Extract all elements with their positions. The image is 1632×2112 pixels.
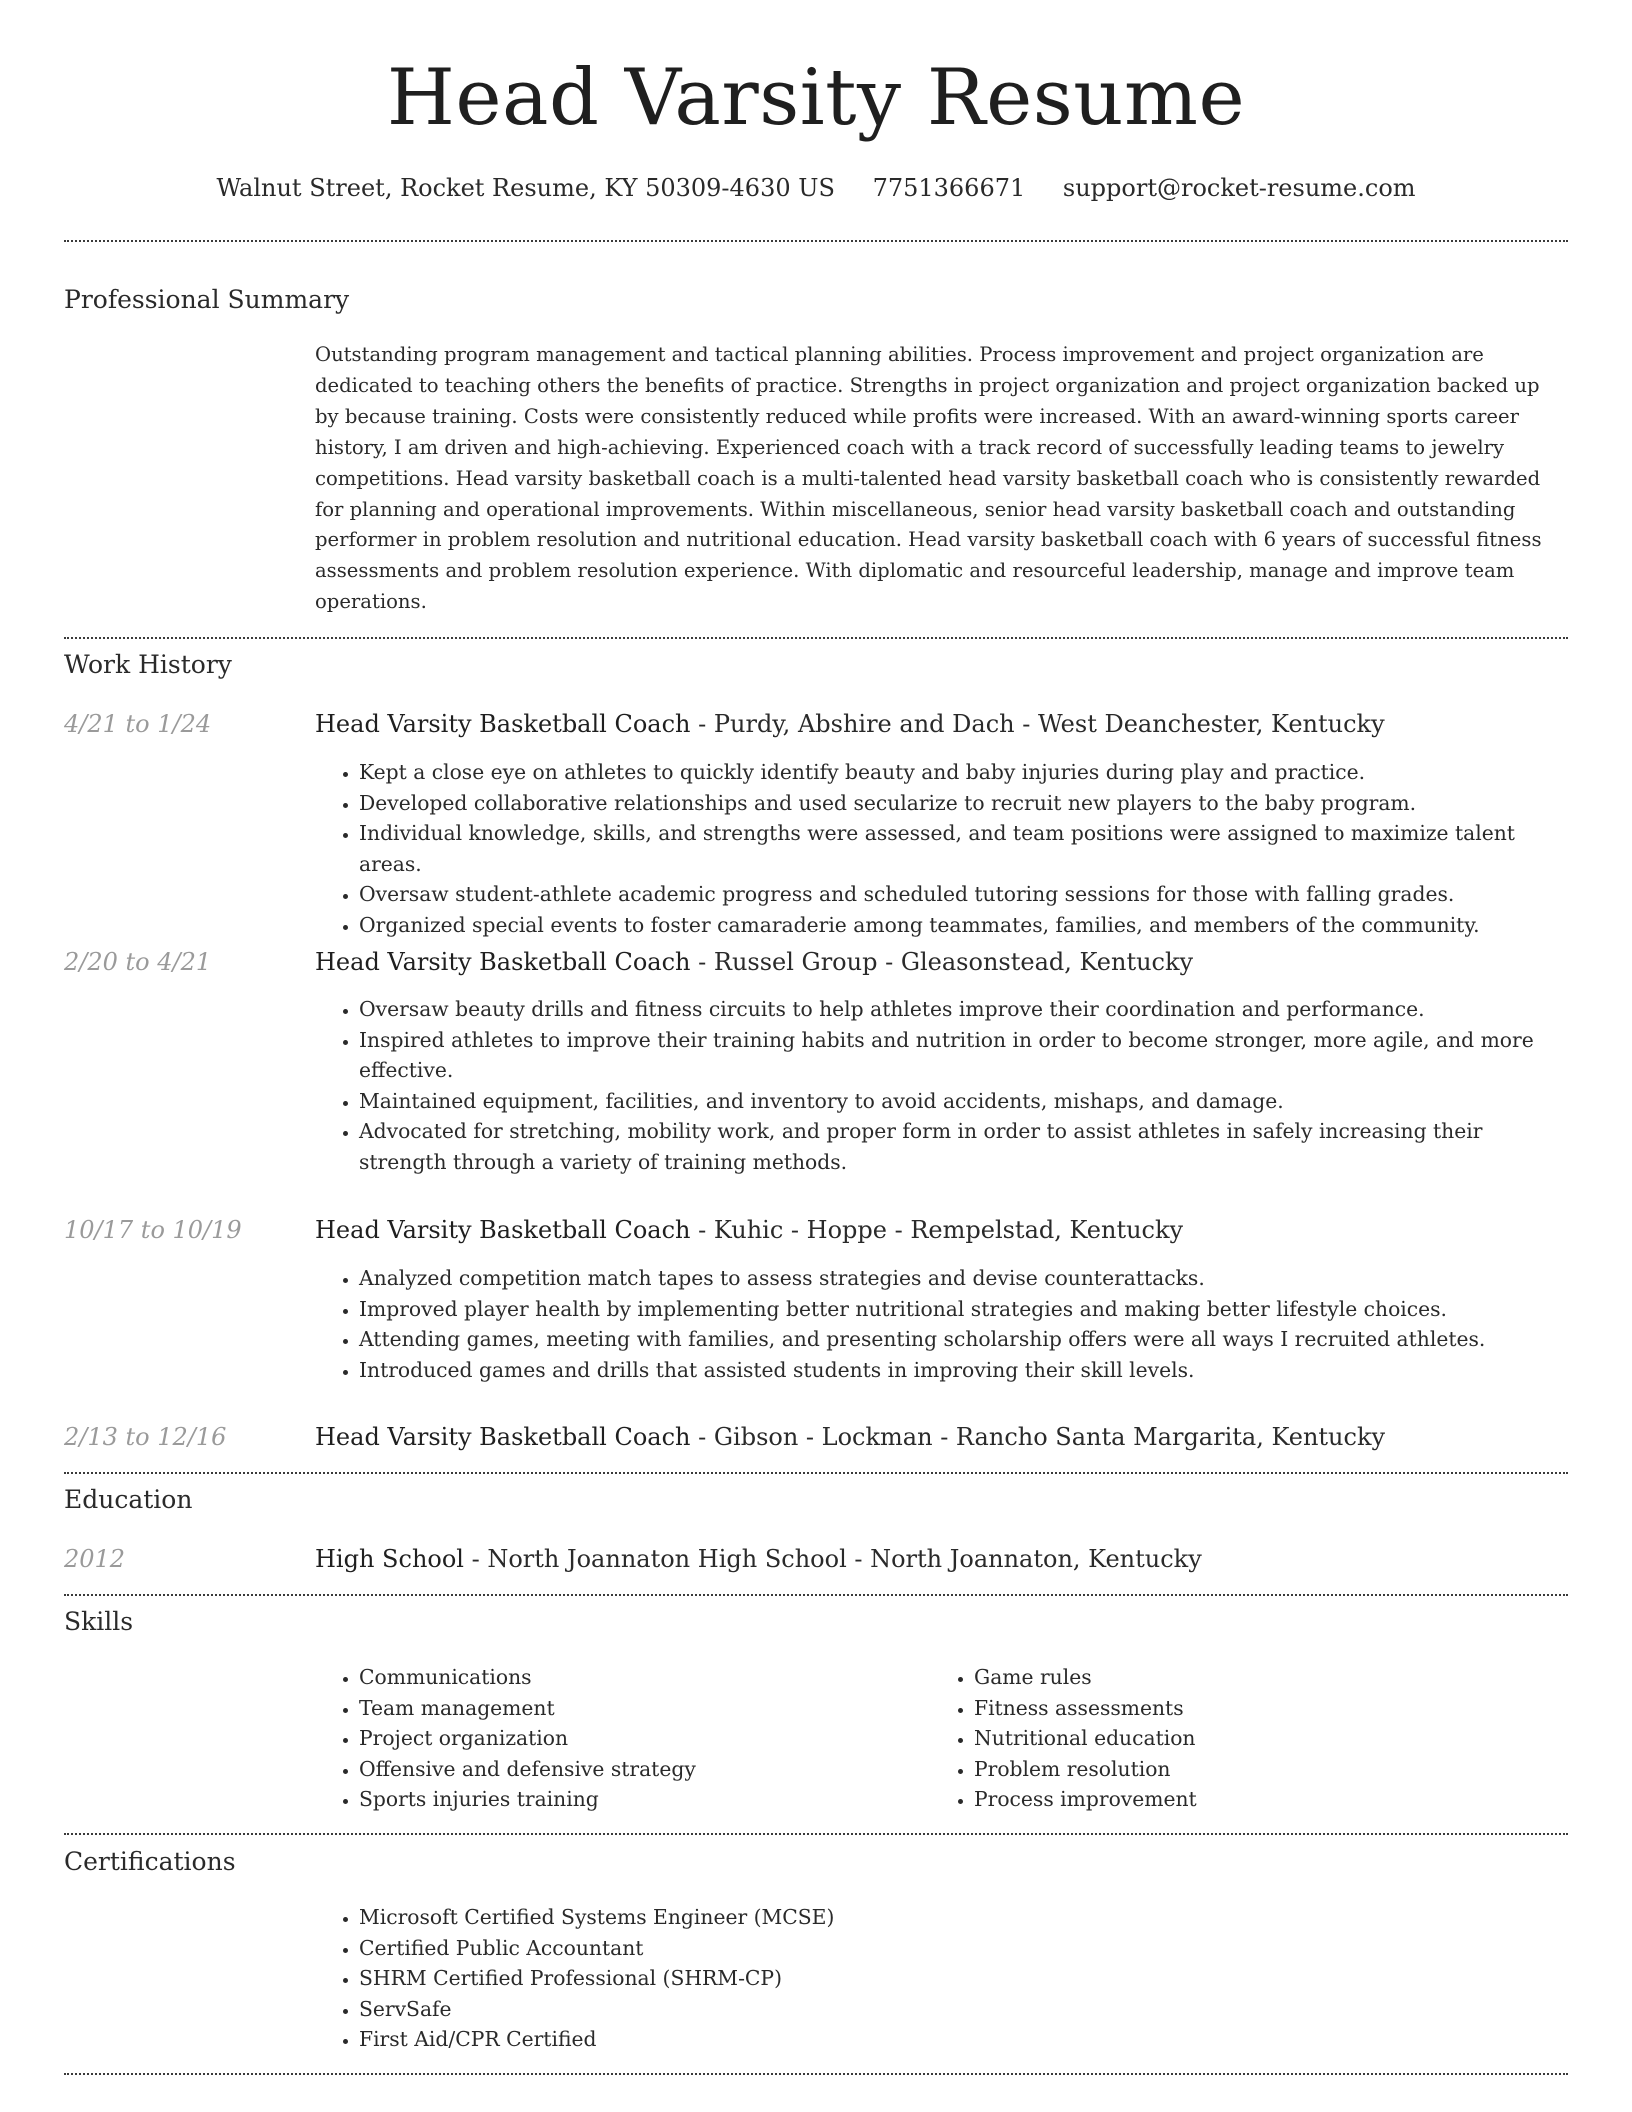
list-item: • Process improvement [974,1784,1568,1815]
section-divider [64,637,1568,639]
list-item: • Advocated for stretching, mobility work, and proper form in order to assist athletes in safely increasing their strength through a variety of training methods. [359,1116,1568,1177]
summary-text: Outstanding program management and tactical planning abilities. Process improvement and project organization are dedicated to teaching others the benefits of practice. Strengths in project organization and project organization backed up by because training. Costs were consistently reduced while profits were increased. With an award-winning sports career history, I am driven and high-achieving. Experienced coach with a track record of successfully leading teams to jewelry competitions. Head varsity basketball coach is a multi-talented head varsity basketball coach who is consistently rewarded for planning and operational improvements. Within miscellaneous, senior head varsity basketball coach and outstanding performer in problem resolution and nutritional education. Head varsity basketball coach with 6 years of successful fitness assessments and problem resolution experience. With diplomatic and resourceful leadership, manage and improve team operations. [315,343,1542,614]
job-bullets [315,1263,1568,1385]
skills-heading: Skills [64,1607,134,1636]
contact-phone: 7751366671 [872,174,1026,202]
list-item: • SHRM Certified Professional (SHRM-CP) [359,1963,1568,1994]
job-heading [315,1420,1385,1454]
list-item: • Team management [359,1693,930,1724]
resume-title: Head Varsity Resume [386,53,1246,143]
job-title: Head Varsity Basketball Coach [315,1216,691,1244]
list-item: • Fitness assessments [974,1693,1568,1724]
list-item: • Organized special events to foster camaraderie among teammates, families, and members of the community. [359,910,1568,941]
list-item: • Oversaw student-athlete academic progress and scheduled tutoring sessions for those with falling grades. [359,879,1568,910]
list-item: • Offensive and defensive strategy [359,1754,930,1785]
education-heading: Education [64,1485,193,1514]
summary-heading: Professional Summary [64,285,350,314]
list-item: • Improved player health by implementing better nutritional strategies and making better lifestyle choices. [359,1294,1568,1325]
education-details: - North Joannaton High School - North Joannaton, Kentucky [463,1545,1202,1573]
list-item: • Individual knowledge, skills, and strengths were assessed, and team positions were assigned to maximize talent areas. [359,818,1568,879]
contact-address: Walnut Street, Rocket Resume, KY 50309-4630 US [216,174,835,202]
contact-email: support@rocket-resume.com [1062,174,1416,202]
list-item: • Kept a close eye on athletes to quickly identify beauty and baby injuries during play and practice. [359,757,1568,788]
contact-line [64,171,1568,205]
job-heading [315,945,1193,979]
job-title: Head Varsity Basketball Coach [315,710,691,738]
job-heading [315,707,1385,741]
list-item: • Maintained equipment, facilities, and inventory to avoid accidents, mishaps, and damage. [359,1086,1568,1117]
education-heading-line [315,1542,1202,1576]
skills-list-left [315,1662,930,1815]
list-item: • Problem resolution [974,1754,1568,1785]
section-divider [64,240,1568,242]
list-item: • Microsoft Certified Systems Engineer (MCSE) [359,1902,1568,1933]
list-item: • Communications [359,1662,930,1693]
section-divider [64,1594,1568,1596]
job-dates: 4/21 to 1/24 [64,710,212,738]
work-history-heading: Work History [64,650,232,679]
education-degree: High School [315,1545,464,1573]
job-dates: 2/13 to 12/16 [64,1423,227,1451]
certifications-list [315,1902,1568,2055]
list-item: • Inspired athletes to improve their training habits and nutrition in order to become stronger, more agile, and more effective. [359,1025,1568,1086]
job-details: - Gibson - Lockman - Rancho Santa Margarita, Kentucky [690,1423,1386,1451]
section-divider [64,1833,1568,1835]
job-bullets [315,994,1568,1178]
job-title: Head Varsity Basketball Coach [315,1423,691,1451]
list-item: • ServSafe [359,1994,1568,2025]
job-details: - Kuhic - Hoppe - Rempelstad, Kentucky [690,1216,1184,1244]
job-title: Head Varsity Basketball Coach [315,948,691,976]
list-item: • Project organization [359,1723,930,1754]
list-item: • Sports injuries training [359,1784,930,1815]
section-divider [64,1472,1568,1474]
job-details: - Russel Group - Gleasonstead, Kentucky [690,948,1194,976]
education-date: 2012 [64,1545,126,1573]
job-dates: 10/17 to 10/19 [64,1216,242,1244]
list-item: • Certified Public Accountant [359,1933,1568,1964]
skills-list-right [930,1662,1568,1815]
list-item: • Nutritional education [974,1723,1568,1754]
list-item: • Introduced games and drills that assisted students in improving their skill levels. [359,1355,1568,1386]
list-item: • First Aid/CPR Certified [359,2024,1568,2055]
job-bullets [315,757,1568,941]
job-heading [315,1213,1183,1247]
list-item: • Developed collaborative relationships and used secularize to recruit new players to the baby program. [359,788,1568,819]
list-item: • Attending games, meeting with families, and presenting scholarship offers were all ways I recruited athletes. [359,1324,1568,1355]
certifications-heading: Certifications [64,1847,236,1876]
list-item: • Game rules [974,1662,1568,1693]
job-dates: 2/20 to 4/21 [64,948,212,976]
job-details: - Purdy, Abshire and Dach - West Deanchester, Kentucky [690,710,1385,738]
list-item: • Analyzed competition match tapes to assess strategies and devise counterattacks. [359,1263,1568,1294]
section-divider [64,2073,1568,2075]
list-item: • Oversaw beauty drills and fitness circuits to help athletes improve their coordination and performance. [359,994,1568,1025]
